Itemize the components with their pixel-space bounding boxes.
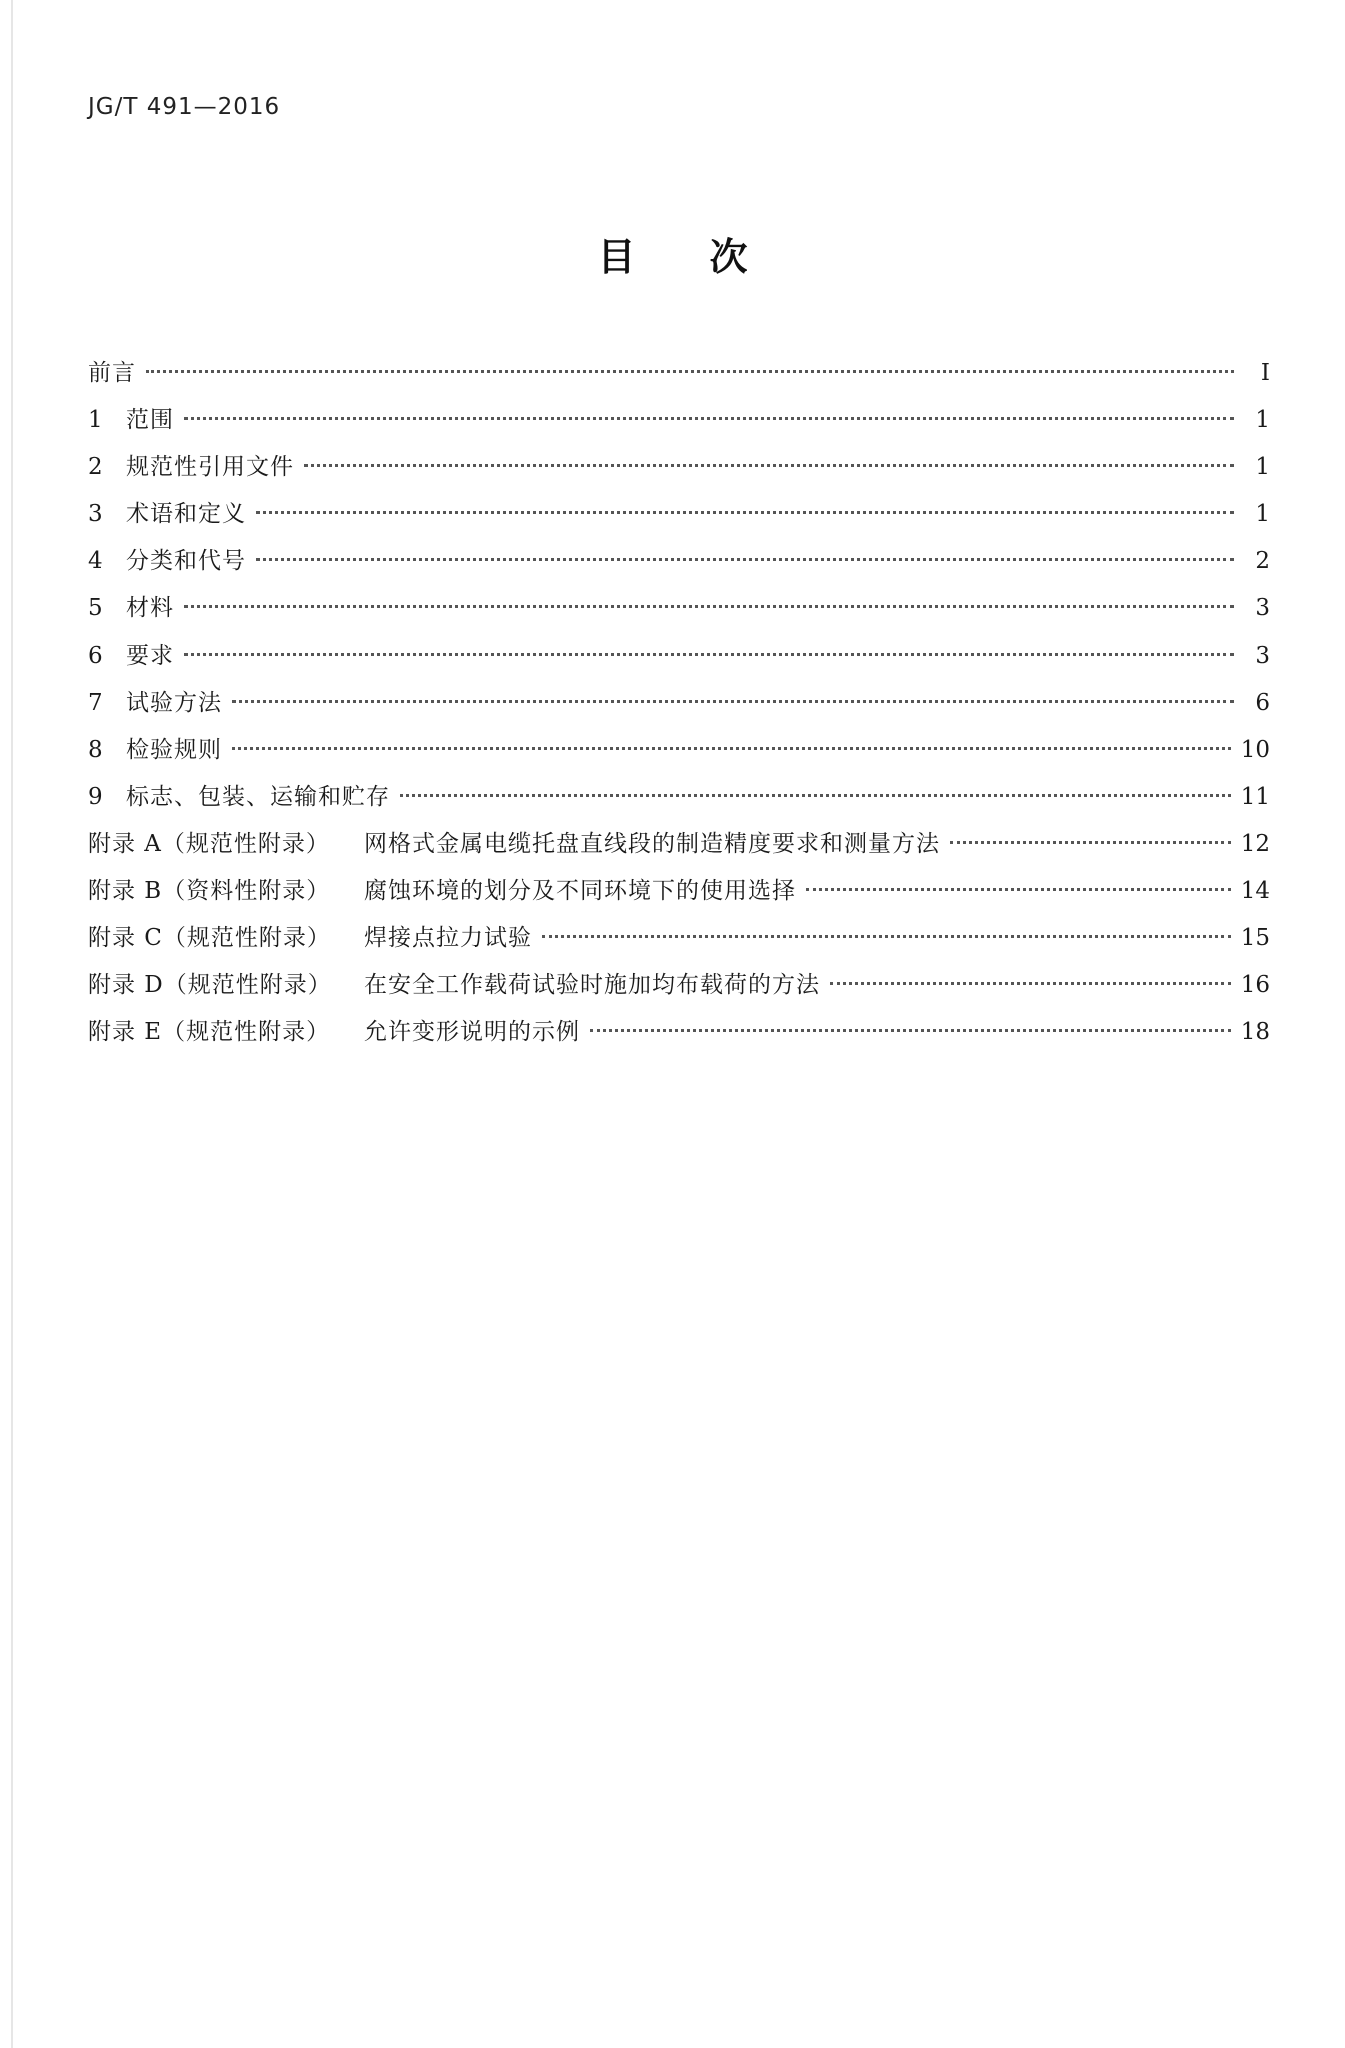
- toc-annex-page: 15: [1240, 925, 1270, 952]
- toc-entry-3[interactable]: [88, 491, 1270, 538]
- toc-annex-e[interactable]: [88, 1009, 1270, 1056]
- toc-entry-number: 8: [88, 736, 103, 763]
- toc-annex-label: 附录 A（规范性附录）: [88, 830, 330, 857]
- toc-annex-page: 16: [1240, 972, 1270, 999]
- toc-entry-text: 规范性引用文件: [126, 454, 294, 481]
- toc-annex-a[interactable]: [88, 821, 1270, 868]
- toc-annex-page: 12: [1240, 830, 1270, 857]
- toc-leader-dots: [830, 982, 1231, 985]
- toc-entry-page: 1: [1255, 501, 1270, 528]
- toc-annex-text: 腐蚀环境的划分及不同环境下的使用选择: [364, 878, 796, 905]
- toc-entry-8[interactable]: [88, 727, 1270, 774]
- toc-entry-number: 9: [88, 783, 103, 810]
- toc-leader-dots: [542, 935, 1231, 938]
- toc-entry-6[interactable]: [88, 633, 1270, 680]
- toc-annex-d[interactable]: [88, 962, 1270, 1009]
- toc-entry-7[interactable]: [88, 680, 1270, 727]
- toc-entry-text: 分类和代号: [126, 548, 246, 575]
- toc-entry-2[interactable]: [88, 444, 1270, 491]
- toc-entry-9[interactable]: [88, 774, 1270, 821]
- toc-annex-page: 14: [1240, 878, 1270, 905]
- toc-leader-dots: [950, 841, 1231, 844]
- scan-gutter-line: [11, 0, 13, 2048]
- toc-annex-text: 焊接点拉力试验: [364, 925, 532, 952]
- toc-leader-dots: [304, 464, 1234, 467]
- toc-annex-page: 18: [1240, 1019, 1270, 1046]
- toc-annex-b[interactable]: [88, 868, 1270, 915]
- toc-leader-dots: [590, 1029, 1231, 1032]
- toc-annex-label: 附录 B（资料性附录）: [88, 878, 331, 905]
- toc-entry-number: 1: [88, 407, 103, 434]
- toc-entry-number: 6: [88, 642, 103, 669]
- toc-annex-text: 网格式金属电缆托盘直线段的制造精度要求和测量方法: [364, 830, 940, 857]
- toc-entry-number: 4: [88, 548, 103, 575]
- toc-entry-text: 检验规则: [126, 736, 222, 763]
- toc-entry-number: 3: [88, 501, 103, 528]
- toc-leader-dots: [184, 653, 1234, 656]
- toc-leader-dots: [400, 794, 1231, 797]
- toc-entry-5[interactable]: [88, 585, 1270, 632]
- toc-entry-text: 标志、包装、运输和贮存: [126, 783, 390, 810]
- toc-leader-dots: [256, 511, 1234, 514]
- toc-entry-text: 试验方法: [126, 689, 222, 716]
- toc-entry-page: 1: [1255, 407, 1270, 434]
- toc-annex-c[interactable]: [88, 915, 1270, 962]
- toc-entry-page: 3: [1255, 642, 1270, 669]
- toc-leader-dots: [184, 605, 1234, 608]
- toc-leader-dots: [146, 370, 1234, 373]
- toc-entry-page: 3: [1255, 595, 1270, 622]
- toc-entry-text: 要求: [126, 642, 174, 669]
- toc-entry-page: 10: [1240, 736, 1270, 763]
- toc-entry-text: 术语和定义: [126, 501, 246, 528]
- toc-annex-text: 在安全工作载荷试验时施加均布载荷的方法: [364, 972, 820, 999]
- toc-entry-number: 2: [88, 454, 103, 481]
- table-of-contents: [88, 350, 1270, 1056]
- toc-annex-text: 允许变形说明的示例: [364, 1019, 580, 1046]
- toc-annex-label: 附录 D（规范性附录）: [88, 972, 332, 999]
- document-code: JG/T 491—2016: [88, 94, 281, 120]
- toc-entry-page: 6: [1255, 689, 1270, 716]
- toc-entry-text: 范围: [126, 407, 174, 434]
- toc-annex-label: 附录 E（规范性附录）: [88, 1019, 331, 1046]
- toc-entry-text: 前言: [88, 360, 136, 386]
- toc-entry-4[interactable]: [88, 538, 1270, 585]
- toc-leader-dots: [256, 558, 1234, 561]
- toc-leader-dots: [806, 888, 1231, 891]
- toc-title: 目次: [597, 235, 822, 279]
- toc-entry-page: 1: [1255, 454, 1270, 481]
- toc-entry-number: 5: [88, 595, 103, 622]
- toc-entry-page: 2: [1255, 548, 1270, 575]
- toc-entry-text: 材料: [126, 595, 174, 622]
- toc-leader-dots: [232, 700, 1234, 703]
- toc-entry-1[interactable]: [88, 397, 1270, 444]
- toc-entry-number: 7: [88, 689, 103, 716]
- toc-entry-page: 11: [1240, 783, 1270, 810]
- toc-leader-dots: [232, 747, 1231, 750]
- toc-leader-dots: [184, 417, 1234, 420]
- toc-entry-page: I: [1260, 360, 1270, 386]
- toc-entry-foreword[interactable]: [88, 350, 1270, 397]
- toc-annex-label: 附录 C（规范性附录）: [88, 925, 331, 952]
